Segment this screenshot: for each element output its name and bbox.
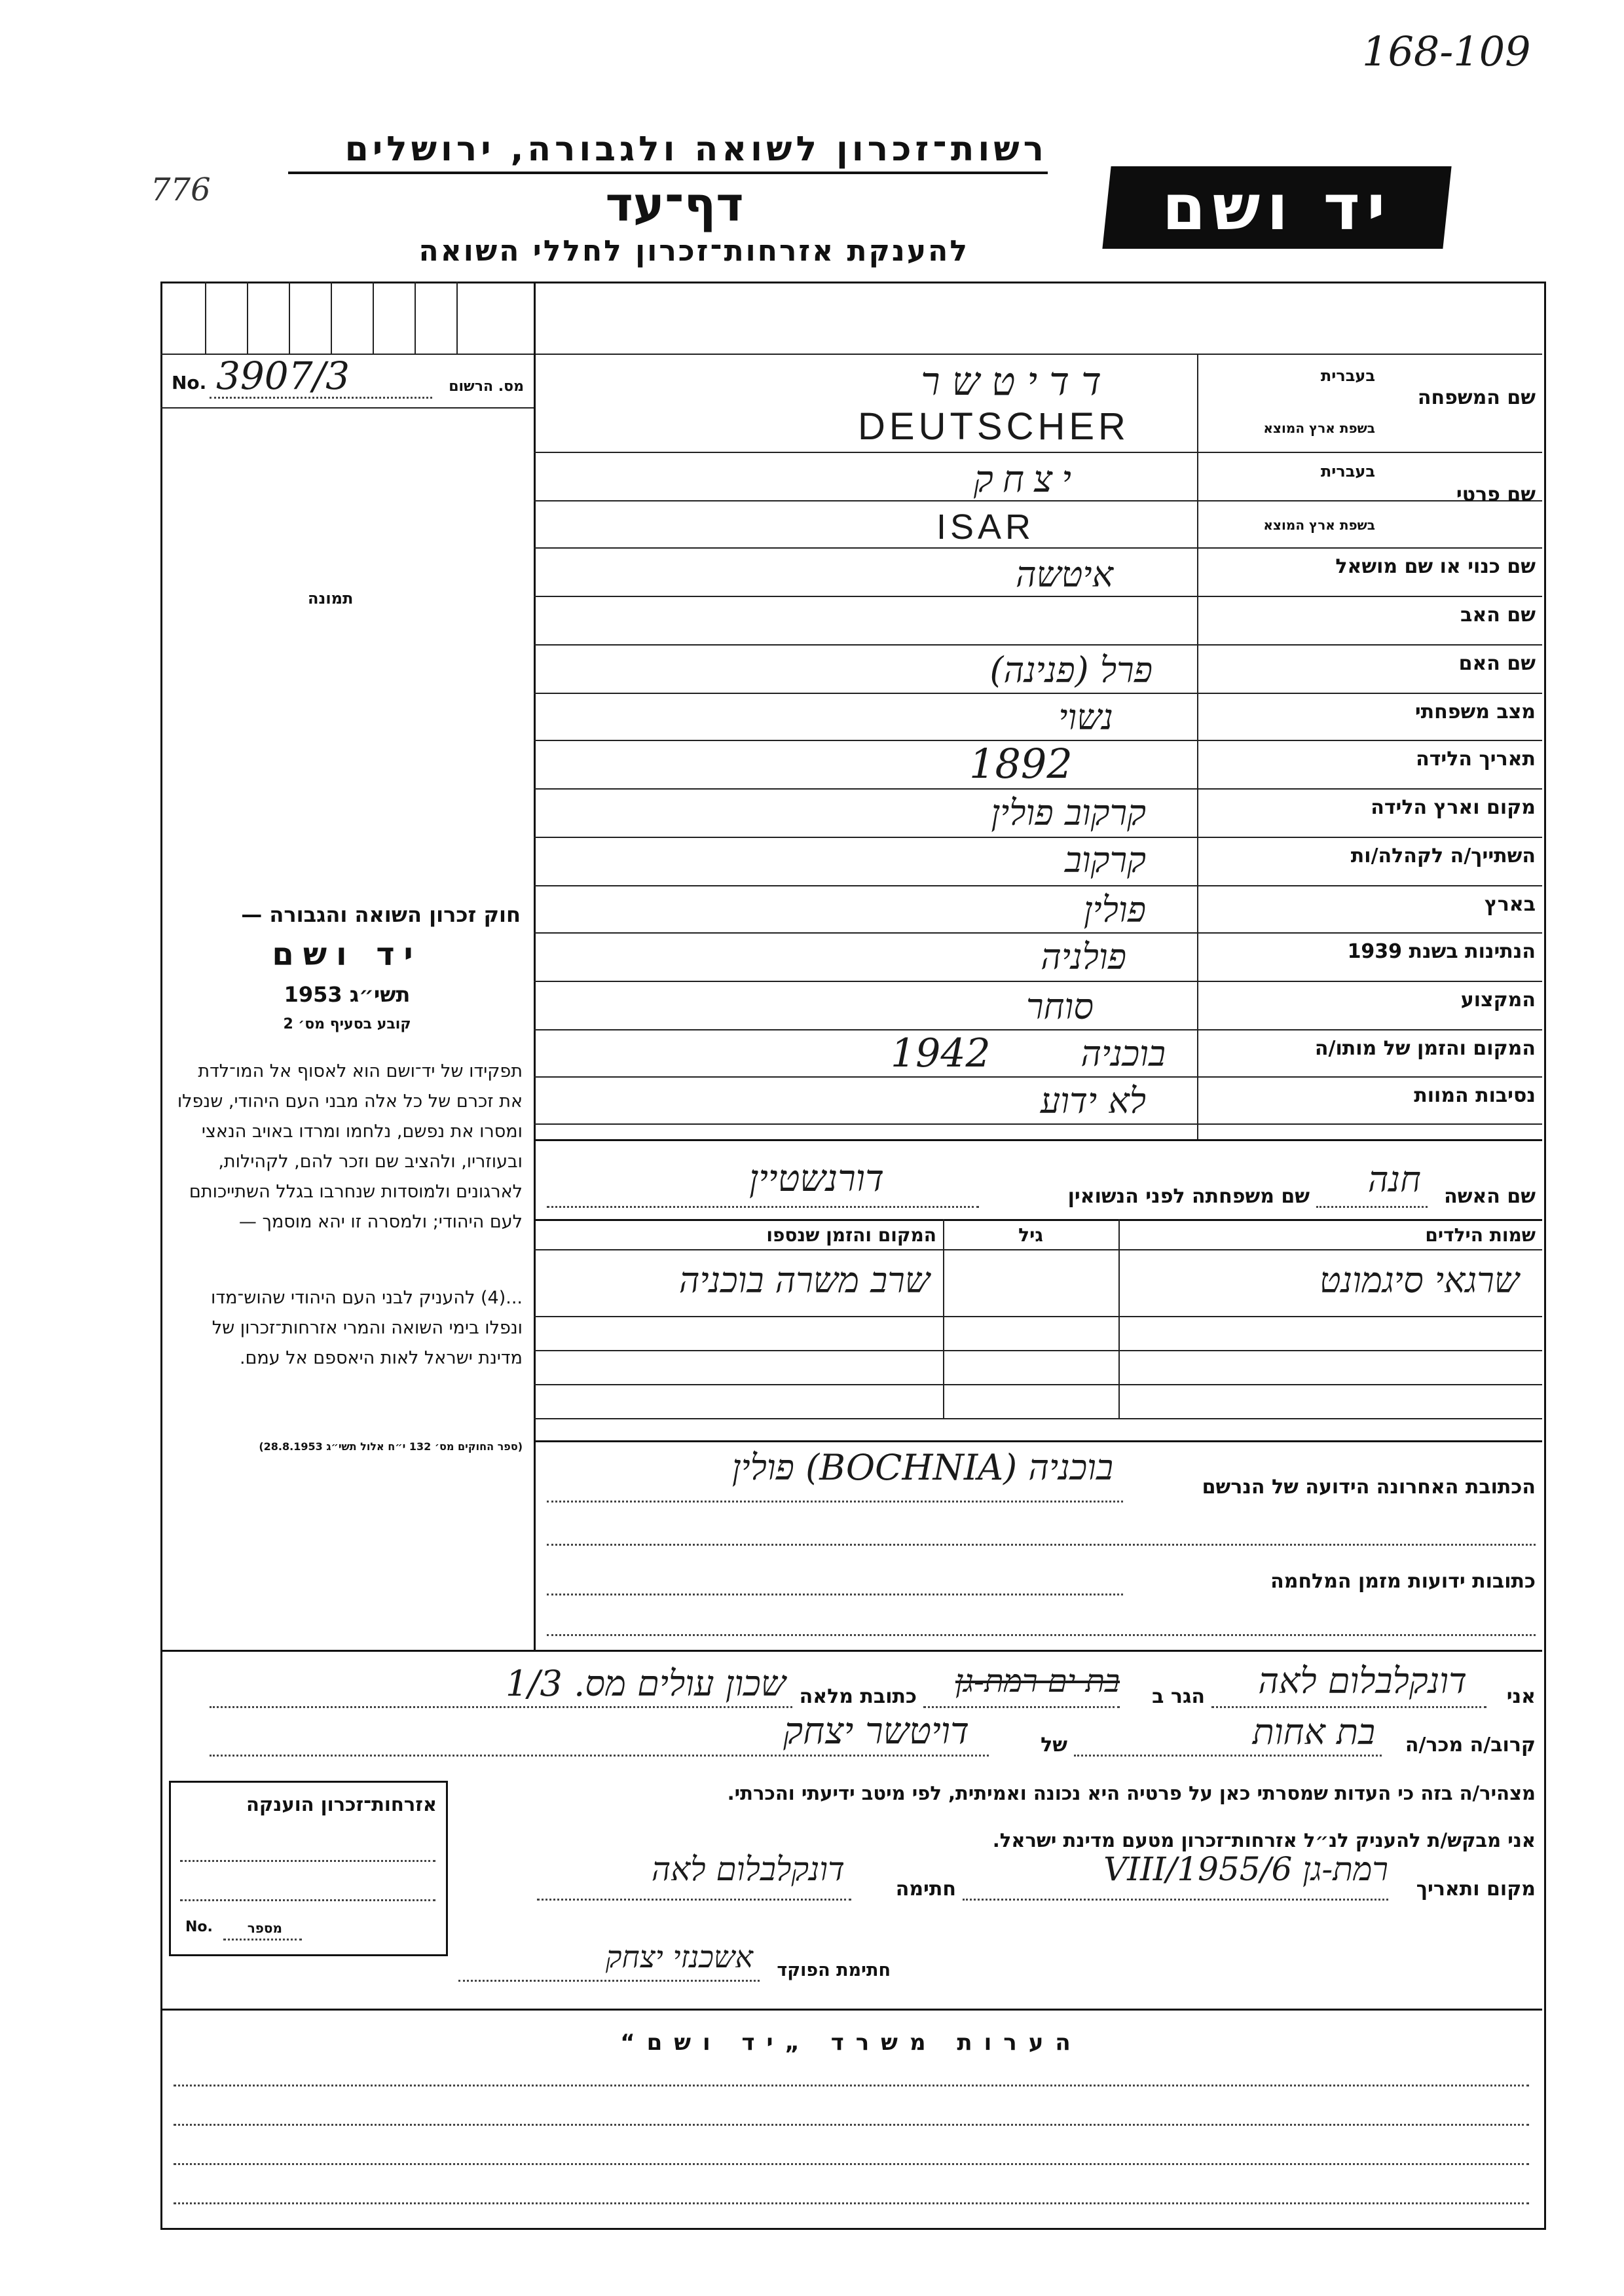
- community-value: קרקוב: [1064, 839, 1146, 881]
- law-text-1: תפקידו של יד־ושם הוא לאסוף אל המו־לדת את זכרם של כל אלה מבני העם היהודי, שנפלו ומסרו את נפשם, נלחמו ומרדו באויב הנאצי ובעוזריו, ולהציב שם וזכר להם, לקהילות, לארגונים ולמוסדות שנחרבו בגלל השתייכותם לעם היהודי; ולמסרה זו יהא מוסמך —: [177, 1061, 523, 1232]
- child-name: שרגאי סיגמונט: [1319, 1260, 1519, 1301]
- witness-name: דונקלבלום לאה: [1258, 1660, 1467, 1702]
- relative-label: קרוב/ה מכר/ה: [1405, 1734, 1536, 1757]
- registration-number: 3907/3: [216, 354, 350, 398]
- grant-box-number-label: מספר: [247, 1920, 282, 1936]
- marital-status-value: נשוי: [1058, 697, 1113, 738]
- occupation-label: המקצוע: [1460, 989, 1536, 1011]
- birth-place-label: מקום וארץ הלידה: [1371, 796, 1536, 819]
- death-cause-value: לא ידוע: [1040, 1080, 1146, 1121]
- death-place-value: בוכניה: [1080, 1033, 1166, 1074]
- children-age-header: גיל: [1018, 1224, 1043, 1246]
- family-name-label: שם המשפחה: [1417, 386, 1536, 409]
- grant-box-no-label: No.: [185, 1919, 213, 1935]
- logo-text: יד ושם: [1162, 171, 1392, 244]
- family-name-native-label: בשפת ארץ המוצא: [1263, 420, 1375, 436]
- community-label: השתייך/ה לקהלה/ות: [1350, 845, 1536, 867]
- marital-status-label: מצב משפחתי: [1414, 701, 1536, 723]
- birth-date-label: תאריך הלידה: [1416, 748, 1536, 771]
- full-address-label: כתובת מלאה: [799, 1685, 917, 1708]
- occupation-value: סוחר: [1025, 986, 1094, 1027]
- grant-box-title: אזרחות־זכרון הוענקה: [246, 1793, 437, 1815]
- authority-line: רשות־זכרון לשואה ולגבורה, ירושלים: [288, 130, 1048, 174]
- law-text-2: ...(4) להעניק לבני העם היהודי שהוש־מדו ונפלו בימי השואה והמרי אזרחות־זכרון של מדינת ישראל לאות היאספם אל עמם.: [211, 1288, 523, 1368]
- family-name-hebrew-label: בעברית: [1320, 367, 1375, 385]
- country-label: בארץ: [1484, 893, 1536, 916]
- officer-signature-label: חתימת הפוקד: [777, 1960, 891, 1980]
- citizenship-label: הנתינות בשנת 1939: [1347, 940, 1536, 963]
- wife-name-value: חנה: [1367, 1159, 1421, 1200]
- declaration-statement: מצהיר/ה בזה כי העדות שמסרתי כאן על פרטיה היא נכונה ואמיתית, לפי מיטב ידיעתי והכרתי.: [727, 1782, 1536, 1804]
- first-name-native: ISAR: [936, 507, 1035, 547]
- family-name-native: DEUTSCHER: [858, 405, 1130, 448]
- child-place: שרב משרה בוכניה: [678, 1260, 930, 1301]
- registration-label: מס. הרשום: [449, 378, 524, 395]
- registration-no-label: No.: [172, 372, 207, 393]
- birth-date-value: 1892: [969, 740, 1073, 788]
- children-names-header: שמות הילדים: [1425, 1224, 1536, 1246]
- resides-label: הגר ב: [1152, 1685, 1205, 1708]
- resides-value: בת ים רמת-גן: [955, 1663, 1120, 1700]
- law-year: תשי״ג 1953: [284, 982, 411, 1007]
- law-heading: חוק זכרון השואה והגבורה —: [241, 902, 521, 927]
- first-name-label: שם פרטי: [1456, 483, 1536, 506]
- signature-label: חתימה: [895, 1878, 956, 1901]
- first-name-native-label: בשפת ארץ המוצא: [1263, 517, 1375, 533]
- wife-maiden-label: שם משפחתה לפני הנשואין: [1067, 1185, 1310, 1208]
- office-notes-title: הערות משרד „יד ושם“: [620, 2030, 1082, 2056]
- yad-vashem-logo: [1102, 166, 1451, 249]
- father-name-label: שם האב: [1460, 604, 1536, 627]
- death-cause-label: נסיבות המוות: [1414, 1084, 1536, 1107]
- archive-number: 168-109: [1362, 27, 1531, 75]
- place-date-label: מקום ותאריך: [1416, 1878, 1536, 1901]
- law-clause: קובע בסעיף מס׳ 2: [283, 1016, 411, 1032]
- photo-label: תמונה: [308, 589, 354, 608]
- margin-number: 776: [151, 172, 211, 208]
- form-title: דף־עד: [605, 177, 744, 232]
- children-place-header: המקום והזמן שנספו: [766, 1224, 936, 1246]
- first-name-hebrew-label: בעברית: [1320, 462, 1375, 481]
- witness-signature: דונקלבלום לאה: [651, 1850, 845, 1888]
- nickname-value: איטשה: [1015, 554, 1113, 595]
- declaration-request: אני מבקש/ת להעניק לנ״ל אזרחות־זכרון מטעם מדינת ישראל.: [992, 1829, 1536, 1851]
- wife-maiden-value: דורנשטיין: [748, 1157, 884, 1200]
- last-address-label: הכתובת האחרונה הידועה של הנרשם: [1202, 1476, 1536, 1499]
- death-year-value: 1942: [891, 1030, 991, 1076]
- nickname-label: שם כנוי או שם מושאל: [1335, 555, 1536, 578]
- wife-name-label: שם האשה: [1444, 1185, 1536, 1208]
- mother-name-value: פרל (פנינה): [989, 649, 1153, 691]
- death-place-label: המקום והזמן של מותו/ה: [1314, 1037, 1536, 1060]
- mother-name-label: שם האם: [1458, 652, 1536, 675]
- relative-value: בת אחות: [1252, 1711, 1375, 1753]
- law-name: יד ושם: [272, 936, 422, 973]
- of-label: של: [1041, 1734, 1067, 1757]
- first-name-hebrew: יצחק: [973, 458, 1080, 501]
- officer-signature: אשכנזי יצחק: [605, 1939, 753, 1975]
- wartime-address-label: כתובות ידועות מזמן המלחמה: [1270, 1570, 1536, 1593]
- last-address-value: בוכניה (BOCHNIA) פולין: [731, 1447, 1113, 1488]
- full-address-value: שכון עולים מס. 1/3: [506, 1663, 786, 1704]
- place-date-value: רמת-גן 6/VIII/1955: [1103, 1850, 1388, 1888]
- declaration-i-label: אני: [1506, 1685, 1536, 1708]
- country-value: פולין: [1083, 889, 1146, 930]
- citizenship-value: פולניה: [1041, 936, 1126, 977]
- family-name-hebrew: דדיטשר: [921, 359, 1113, 405]
- of-value: דויטשר יצחק: [783, 1710, 969, 1753]
- form-subtitle: להענקת אזרחות־זכרון לחללי השואה: [418, 234, 969, 268]
- birth-place-value: קרקוב פולין: [991, 792, 1146, 833]
- grant-box: [169, 1781, 448, 1956]
- law-citation: (ספר החוקים מס׳ 132 י״ח אלול תשי״ג 28.8.1953): [259, 1440, 523, 1453]
